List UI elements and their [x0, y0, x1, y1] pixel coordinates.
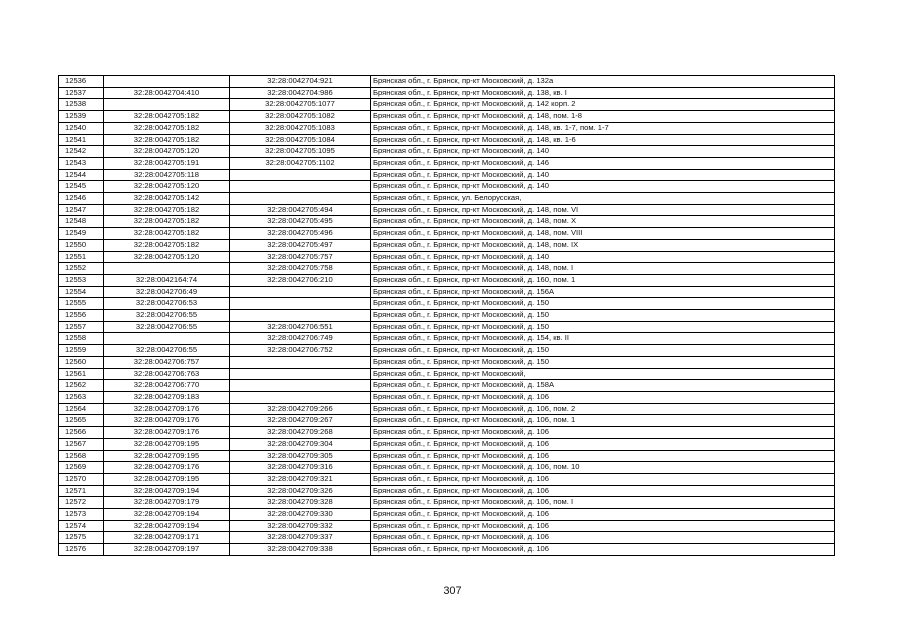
- address-cell: Брянская обл., г. Брянск, пр-кт Московский, д. 148, пом. 1-8: [371, 111, 835, 123]
- table-row: [59, 228, 835, 240]
- object-number-cell: 32:28:0042705:1102: [230, 157, 371, 169]
- object-number-cell: 32:28:0042705:495: [230, 216, 371, 228]
- row-number-cell: 12553: [59, 274, 104, 286]
- address-cell: Брянская обл., г. Брянск, пр-кт Московский, д. 160, пом. 1: [371, 274, 835, 286]
- address-cell: Брянская обл., г. Брянск, пр-кт Московский, д. 150: [371, 345, 835, 357]
- object-number-cell: 32:28:0042705:1095: [230, 146, 371, 158]
- row-number-cell: 12543: [59, 157, 104, 169]
- address-cell: Брянская обл., г. Брянск, пр-кт Московский, д. 138, кв. I: [371, 87, 835, 99]
- address-cell: Брянская обл., г. Брянск, пр-кт Московский, д. 106: [371, 532, 835, 544]
- address-cell: Брянская обл., г. Брянск, пр-кт Московский, д. 148, пом. VI: [371, 204, 835, 216]
- row-number-cell: 12542: [59, 146, 104, 158]
- address-cell: Брянская обл., г. Брянск, пр-кт Московский, д. 140: [371, 181, 835, 193]
- object-number-cell: 32:28:0042709:305: [230, 450, 371, 462]
- row-number-cell: 12556: [59, 310, 104, 322]
- address-cell: Брянская обл., г. Брянск, пр-кт Московский, д. 148, пом. X: [371, 216, 835, 228]
- row-number-cell: 12565: [59, 415, 104, 427]
- table-row: [59, 263, 835, 275]
- object-number-cell: 32:28:0042705:494: [230, 204, 371, 216]
- address-cell: Брянская обл., г. Брянск, пр-кт Московский, д. 140: [371, 169, 835, 181]
- parcel-number-cell: 32:28:0042709:176: [104, 462, 230, 474]
- object-number-cell: 32:28:0042709:268: [230, 427, 371, 439]
- row-number-cell: 12574: [59, 520, 104, 532]
- parcel-number-cell: 32:28:0042709:195: [104, 450, 230, 462]
- address-cell: Брянская обл., г. Брянск, пр-кт Московский, д. 106, пом. 1: [371, 415, 835, 427]
- row-number-cell: 12564: [59, 403, 104, 415]
- parcel-number-cell: 32:28:0042705:191: [104, 157, 230, 169]
- row-number-cell: 12540: [59, 122, 104, 134]
- object-number-cell: [230, 380, 371, 392]
- object-number-cell: 32:28:0042709:321: [230, 473, 371, 485]
- row-number-cell: 12573: [59, 509, 104, 521]
- parcel-number-cell: 32:28:0042705:120: [104, 146, 230, 158]
- object-number-cell: 32:28:0042704:986: [230, 87, 371, 99]
- address-cell: Брянская обл., г. Брянск, пр-кт Московский, д. 140: [371, 146, 835, 158]
- parcel-number-cell: 32:28:0042706:55: [104, 310, 230, 322]
- row-number-cell: 12561: [59, 368, 104, 380]
- parcel-number-cell: 32:28:0042709:179: [104, 497, 230, 509]
- object-number-cell: 32:28:0042709:304: [230, 438, 371, 450]
- address-cell: Брянская обл., г. Брянск, пр-кт Московский, д. 150: [371, 298, 835, 310]
- parcel-number-cell: 32:28:0042706:770: [104, 380, 230, 392]
- parcel-number-cell: [104, 333, 230, 345]
- row-number-cell: 12536: [59, 76, 104, 88]
- row-number-cell: 12562: [59, 380, 104, 392]
- table-row: [59, 310, 835, 322]
- object-number-cell: 32:28:0042706:210: [230, 274, 371, 286]
- address-cell: Брянская обл., г. Брянск, пр-кт Московский, д. 106, пом. 2: [371, 403, 835, 415]
- table-row: [59, 391, 835, 403]
- object-number-cell: 32:28:0042706:752: [230, 345, 371, 357]
- object-number-cell: 32:28:0042709:326: [230, 485, 371, 497]
- address-cell: Брянская обл., г. Брянск, пр-кт Московский, д. 158А: [371, 380, 835, 392]
- table-row: [59, 274, 835, 286]
- row-number-cell: 12538: [59, 99, 104, 111]
- object-number-cell: 32:28:0042706:749: [230, 333, 371, 345]
- row-number-cell: 12572: [59, 497, 104, 509]
- object-number-cell: 32:28:0042709:338: [230, 544, 371, 556]
- row-number-cell: 12568: [59, 450, 104, 462]
- address-cell: Брянская обл., г. Брянск, пр-кт Московский, д. 106, пом. I: [371, 497, 835, 509]
- object-number-cell: 32:28:0042706:551: [230, 321, 371, 333]
- address-cell: Брянская обл., г. Брянск, пр-кт Московский, д. 132а: [371, 76, 835, 88]
- parcel-number-cell: 32:28:0042709:194: [104, 509, 230, 521]
- object-number-cell: [230, 310, 371, 322]
- table-row: [59, 181, 835, 193]
- row-number-cell: 12557: [59, 321, 104, 333]
- row-number-cell: 12571: [59, 485, 104, 497]
- table-row: [59, 345, 835, 357]
- table-row: [59, 251, 835, 263]
- row-number-cell: 12541: [59, 134, 104, 146]
- object-number-cell: [230, 193, 371, 205]
- table-row: [59, 497, 835, 509]
- object-number-cell: [230, 368, 371, 380]
- table-row: [59, 544, 835, 556]
- row-number-cell: 12547: [59, 204, 104, 216]
- address-cell: Брянская обл., г. Брянск, пр-кт Московский, д. 106: [371, 438, 835, 450]
- address-cell: Брянская обл., г. Брянск, пр-кт Московский,: [371, 368, 835, 380]
- address-cell: Брянская обл., г. Брянск, пр-кт Московский, д. 140: [371, 251, 835, 263]
- table-row: [59, 76, 835, 88]
- parcel-number-cell: 32:28:0042705:142: [104, 193, 230, 205]
- object-number-cell: 32:28:0042705:497: [230, 239, 371, 251]
- row-number-cell: 12546: [59, 193, 104, 205]
- parcel-number-cell: 32:28:0042706:763: [104, 368, 230, 380]
- address-cell: Брянская обл., г. Брянск, пр-кт Московский, д. 150: [371, 310, 835, 322]
- table-row: [59, 157, 835, 169]
- table-row: [59, 321, 835, 333]
- row-number-cell: 12563: [59, 391, 104, 403]
- address-cell: Брянская обл., г. Брянск, пр-кт Московский, д. 146: [371, 157, 835, 169]
- address-cell: Брянская обл., г. Брянск, пр-кт Московский, д. 154, кв. II: [371, 333, 835, 345]
- address-cell: Брянская обл., г. Брянск, пр-кт Московский, д. 106: [371, 520, 835, 532]
- object-number-cell: 32:28:0042705:758: [230, 263, 371, 275]
- object-number-cell: 32:28:0042705:1082: [230, 111, 371, 123]
- row-number-cell: 12550: [59, 239, 104, 251]
- object-number-cell: 32:28:0042709:316: [230, 462, 371, 474]
- parcel-number-cell: 32:28:0042705:118: [104, 169, 230, 181]
- table-row: [59, 87, 835, 99]
- row-number-cell: 12544: [59, 169, 104, 181]
- parcel-number-cell: 32:28:0042709:176: [104, 403, 230, 415]
- row-number-cell: 12551: [59, 251, 104, 263]
- parcel-number-cell: 32:28:0042709:176: [104, 427, 230, 439]
- row-number-cell: 12569: [59, 462, 104, 474]
- row-number-cell: 12548: [59, 216, 104, 228]
- parcel-number-cell: 32:28:0042709:171: [104, 532, 230, 544]
- parcel-number-cell: 32:28:0042704:410: [104, 87, 230, 99]
- parcel-number-cell: 32:28:0042705:120: [104, 251, 230, 263]
- parcel-number-cell: 32:28:0042706:55: [104, 321, 230, 333]
- parcel-number-cell: 32:28:0042705:182: [104, 111, 230, 123]
- row-number-cell: 12575: [59, 532, 104, 544]
- object-number-cell: 32:28:0042709:337: [230, 532, 371, 544]
- parcel-number-cell: 32:28:0042164:74: [104, 274, 230, 286]
- address-cell: Брянская обл., г. Брянск, пр-кт Московский, д. 148, пом. IX: [371, 239, 835, 251]
- table-row: [59, 356, 835, 368]
- row-number-cell: 12567: [59, 438, 104, 450]
- address-cell: Брянская обл., г. Брянск, пр-кт Московский, д. 142 корп. 2: [371, 99, 835, 111]
- object-number-cell: 32:28:0042709:332: [230, 520, 371, 532]
- object-number-cell: [230, 286, 371, 298]
- table-row: [59, 415, 835, 427]
- registry-table-body: [59, 76, 835, 556]
- row-number-cell: 12558: [59, 333, 104, 345]
- registry-table: [58, 75, 835, 556]
- address-cell: Брянская обл., г. Брянск, пр-кт Московский, д. 148, пом. VIII: [371, 228, 835, 240]
- object-number-cell: 32:28:0042705:1077: [230, 99, 371, 111]
- parcel-number-cell: 32:28:0042706:757: [104, 356, 230, 368]
- table-row: [59, 485, 835, 497]
- parcel-number-cell: 32:28:0042706:53: [104, 298, 230, 310]
- object-number-cell: 32:28:0042704:921: [230, 76, 371, 88]
- row-number-cell: 12537: [59, 87, 104, 99]
- address-cell: Брянская обл., г. Брянск, ул. Белорусская,: [371, 193, 835, 205]
- row-number-cell: 12576: [59, 544, 104, 556]
- address-cell: Брянская обл., г. Брянск, пр-кт Московский, д. 106: [371, 450, 835, 462]
- object-number-cell: 32:28:0042709:266: [230, 403, 371, 415]
- parcel-number-cell: 32:28:0042706:55: [104, 345, 230, 357]
- row-number-cell: 12539: [59, 111, 104, 123]
- address-cell: Брянская обл., г. Брянск, пр-кт Московский, д. 148, пом. I: [371, 263, 835, 275]
- parcel-number-cell: 32:28:0042705:182: [104, 122, 230, 134]
- parcel-number-cell: 32:28:0042709:195: [104, 438, 230, 450]
- table-row: [59, 368, 835, 380]
- object-number-cell: 32:28:0042705:1083: [230, 122, 371, 134]
- address-cell: Брянская обл., г. Брянск, пр-кт Московский, д. 148, кв. 1-7, пом. 1-7: [371, 122, 835, 134]
- table-row: [59, 532, 835, 544]
- address-cell: Брянская обл., г. Брянск, пр-кт Московский, д. 106, пом. 10: [371, 462, 835, 474]
- table-row: [59, 216, 835, 228]
- page-number: 307: [443, 585, 462, 597]
- parcel-number-cell: 32:28:0042709:194: [104, 485, 230, 497]
- parcel-number-cell: [104, 263, 230, 275]
- parcel-number-cell: 32:28:0042705:182: [104, 228, 230, 240]
- address-cell: Брянская обл., г. Брянск, пр-кт Московский, д. 150: [371, 356, 835, 368]
- row-number-cell: 12555: [59, 298, 104, 310]
- object-number-cell: 32:28:0042705:1084: [230, 134, 371, 146]
- row-number-cell: 12566: [59, 427, 104, 439]
- row-number-cell: 12570: [59, 473, 104, 485]
- table-row: [59, 403, 835, 415]
- table-row: [59, 450, 835, 462]
- table-row: [59, 286, 835, 298]
- table-row: [59, 462, 835, 474]
- table-row: [59, 520, 835, 532]
- parcel-number-cell: 32:28:0042709:195: [104, 473, 230, 485]
- table-row: [59, 473, 835, 485]
- table-row: [59, 169, 835, 181]
- address-cell: Брянская обл., г. Брянск, пр-кт Московский, д. 106: [371, 391, 835, 403]
- table-row: [59, 380, 835, 392]
- object-number-cell: [230, 169, 371, 181]
- table-row: [59, 239, 835, 251]
- parcel-number-cell: 32:28:0042705:182: [104, 204, 230, 216]
- address-cell: Брянская обл., г. Брянск, пр-кт Московский, д. 148, кв. 1-6: [371, 134, 835, 146]
- parcel-number-cell: 32:28:0042709:194: [104, 520, 230, 532]
- address-cell: Брянская обл., г. Брянск, пр-кт Московский, д. 150: [371, 321, 835, 333]
- row-number-cell: 12560: [59, 356, 104, 368]
- object-number-cell: [230, 181, 371, 193]
- table-row: [59, 333, 835, 345]
- parcel-number-cell: 32:28:0042706:49: [104, 286, 230, 298]
- address-cell: Брянская обл., г. Брянск, пр-кт Московский, д. 106: [371, 427, 835, 439]
- address-cell: Брянская обл., г. Брянск, пр-кт Московский, д. 106: [371, 509, 835, 521]
- table-row: [59, 509, 835, 521]
- row-number-cell: 12552: [59, 263, 104, 275]
- object-number-cell: 32:28:0042705:496: [230, 228, 371, 240]
- parcel-number-cell: 32:28:0042709:197: [104, 544, 230, 556]
- parcel-number-cell: 32:28:0042705:182: [104, 239, 230, 251]
- table-row: [59, 146, 835, 158]
- parcel-number-cell: 32:28:0042709:176: [104, 415, 230, 427]
- table-row: [59, 204, 835, 216]
- row-number-cell: 12545: [59, 181, 104, 193]
- parcel-number-cell: 32:28:0042705:182: [104, 134, 230, 146]
- table-row: [59, 111, 835, 123]
- table-row: [59, 122, 835, 134]
- row-number-cell: 12554: [59, 286, 104, 298]
- object-number-cell: [230, 298, 371, 310]
- object-number-cell: 32:28:0042709:267: [230, 415, 371, 427]
- table-row: [59, 438, 835, 450]
- parcel-number-cell: 32:28:0042705:120: [104, 181, 230, 193]
- address-cell: Брянская обл., г. Брянск, пр-кт Московский, д. 106: [371, 485, 835, 497]
- table-row: [59, 427, 835, 439]
- parcel-number-cell: [104, 99, 230, 111]
- address-cell: Брянская обл., г. Брянск, пр-кт Московский, д. 106: [371, 544, 835, 556]
- row-number-cell: 12549: [59, 228, 104, 240]
- object-number-cell: [230, 356, 371, 368]
- table-row: [59, 134, 835, 146]
- row-number-cell: 12559: [59, 345, 104, 357]
- table-row: [59, 298, 835, 310]
- parcel-number-cell: [104, 76, 230, 88]
- address-cell: Брянская обл., г. Брянск, пр-кт Московский, д. 156А: [371, 286, 835, 298]
- parcel-number-cell: 32:28:0042709:183: [104, 391, 230, 403]
- address-cell: Брянская обл., г. Брянск, пр-кт Московский, д. 106: [371, 473, 835, 485]
- object-number-cell: 32:28:0042705:757: [230, 251, 371, 263]
- object-number-cell: 32:28:0042709:328: [230, 497, 371, 509]
- parcel-number-cell: 32:28:0042705:182: [104, 216, 230, 228]
- object-number-cell: [230, 391, 371, 403]
- object-number-cell: 32:28:0042709:330: [230, 509, 371, 521]
- table-row: [59, 193, 835, 205]
- table-row: [59, 99, 835, 111]
